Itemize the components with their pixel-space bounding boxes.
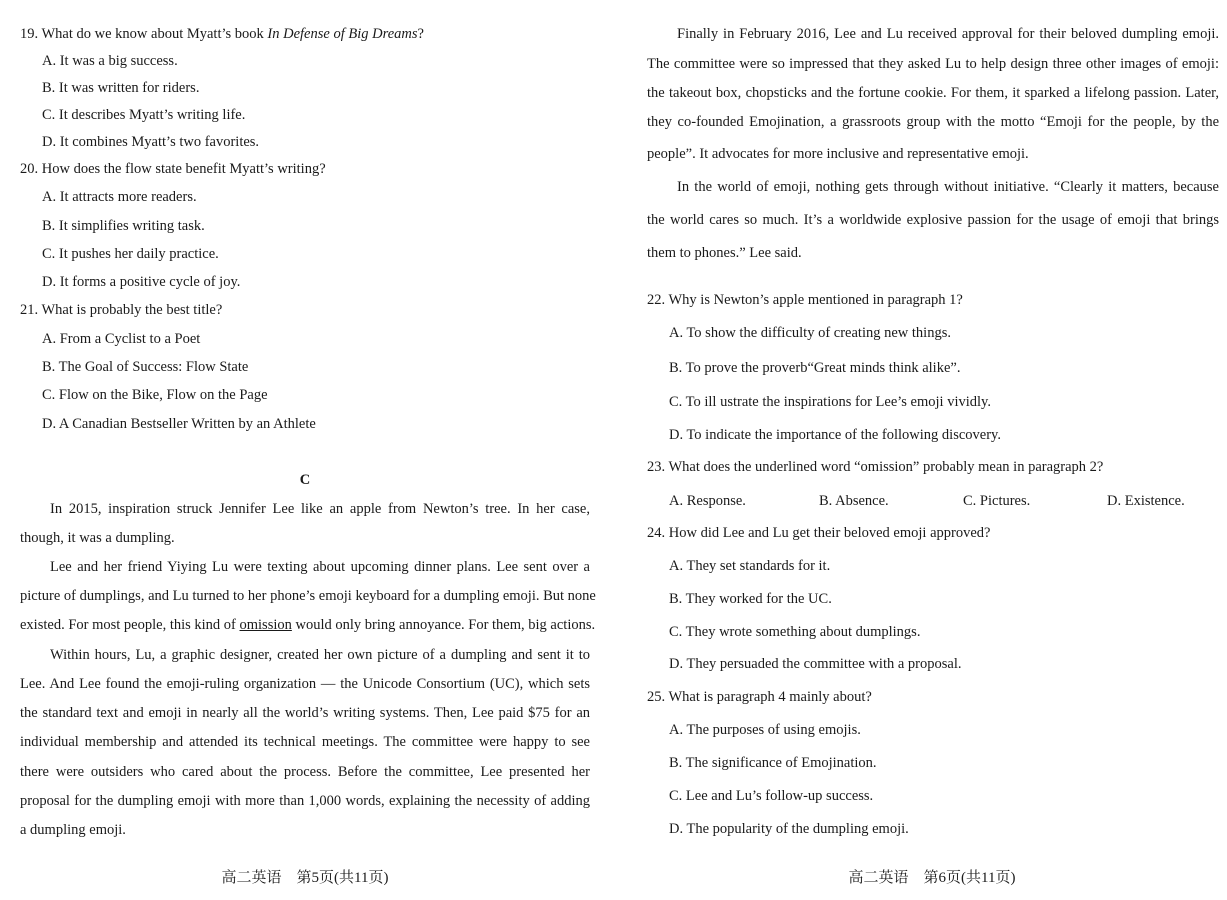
- q21-option-b[interactable]: B. The Goal of Success: Flow State: [42, 359, 249, 375]
- passage-line: Within hours, Lu, a graphic designer, created her own picture of a dumpling and sent it to: [50, 647, 590, 663]
- q25-option-a[interactable]: A. The purposes of using emojis.: [669, 722, 861, 738]
- q21-option-c[interactable]: C. Flow on the Bike, Flow on the Page: [42, 387, 268, 403]
- q25-option-d[interactable]: D. The popularity of the dumpling emoji.: [669, 821, 909, 837]
- passage-line: Finally in February 2016, Lee and Lu received approval for their beloved dumpling emoji.: [677, 26, 1219, 42]
- book-title: In Defense of Big Dreams: [267, 26, 418, 42]
- passage-line: individual membership and attended its technical meetings. The committee were happy to see: [20, 734, 590, 750]
- q19-stem: 19. What do we know about Myatt’s book In Defense of Big Dreams?: [20, 26, 424, 42]
- q23-option-d[interactable]: D. Existence.: [1107, 493, 1185, 509]
- q22-option-b[interactable]: B. To prove the proverb“Great minds think alike”.: [669, 360, 961, 376]
- q21-stem: 21. What is probably the best title?: [20, 302, 223, 318]
- q20-option-c[interactable]: C. It pushes her daily practice.: [42, 246, 219, 262]
- q20-option-a[interactable]: A. It attracts more readers.: [42, 189, 197, 205]
- q24-stem: 24. How did Lee and Lu get their beloved emoji approved?: [647, 525, 991, 541]
- passage-line: though, it was a dumpling.: [20, 530, 175, 546]
- q25-option-b[interactable]: B. The significance of Emojination.: [669, 755, 877, 771]
- q24-option-b[interactable]: B. They worked for the UC.: [669, 591, 832, 607]
- q21-option-a[interactable]: A. From a Cyclist to a Poet: [42, 331, 201, 347]
- q22-option-d[interactable]: D. To indicate the importance of the following discovery.: [669, 427, 1001, 443]
- q20-option-b[interactable]: B. It simplifies writing task.: [42, 218, 205, 234]
- passage-line: them to phones.” Lee said.: [647, 245, 802, 261]
- page-footer: 高二英语 第6页(共11页): [848, 870, 1016, 886]
- q23-option-b[interactable]: B. Absence.: [819, 493, 889, 509]
- q23-option-a[interactable]: A. Response.: [669, 493, 746, 509]
- q19-option-d[interactable]: D. It combines Myatt’s two favorites.: [42, 134, 260, 150]
- passage-line: The committee were so impressed that they asked Lu to help design three other images of emoji:: [647, 56, 1219, 72]
- q19-option-a[interactable]: A. It was a big success.: [42, 53, 178, 69]
- passage-line: the standard text and emoji in nearly all the world’s writing systems. Then, Lee paid $75 for an: [20, 705, 590, 721]
- q19-option-b[interactable]: B. It was written for riders.: [42, 80, 200, 96]
- passage-line: existed. For most people, this kind of omission would only bring annoyance. For them, big actions.: [20, 617, 596, 633]
- q23-option-c[interactable]: C. Pictures.: [963, 493, 1031, 509]
- passage-line: Lee. And Lee found the emoji-ruling organization — the Unicode Consortium (UC), which sets: [20, 676, 590, 692]
- q23-stem: 23. What does the underlined word “omission” probably mean in paragraph 2?: [647, 459, 1104, 475]
- q22-option-a[interactable]: A. To show the difficulty of creating new things.: [669, 325, 951, 341]
- passage-line: a dumpling emoji.: [20, 822, 126, 838]
- passage-line: In the world of emoji, nothing gets through without initiative. “Clearly it matters, because: [677, 179, 1219, 195]
- q24-option-d[interactable]: D. They persuaded the committee with a proposal.: [669, 656, 962, 672]
- q19-option-c[interactable]: C. It describes Myatt’s writing life.: [42, 107, 246, 123]
- passage-line: the takeout box, chopsticks and the fortune cookie. For them, it sparked a lifelong passion. Later,: [647, 85, 1219, 101]
- section-title: C: [299, 472, 311, 488]
- passage-line: picture of dumplings, and Lu turned to her phone’s emoji keyboard for a dumpling emoji. But none: [20, 588, 596, 604]
- q20-option-d[interactable]: D. It forms a positive cycle of joy.: [42, 274, 241, 290]
- q25-stem: 25. What is paragraph 4 mainly about?: [647, 689, 872, 705]
- q20-stem: 20. How does the flow state benefit Myatt’s writing?: [20, 161, 326, 177]
- passage-line: Lee and her friend Yiying Lu were texting about upcoming dinner plans. Lee sent over a: [50, 559, 590, 575]
- q22-stem: 22. Why is Newton’s apple mentioned in paragraph 1?: [647, 292, 963, 308]
- q21-option-d[interactable]: D. A Canadian Bestseller Written by an Athlete: [42, 416, 316, 432]
- passage-line: they co-founded Emojination, a grassroots group with the motto “Emoji for the people, by the: [647, 114, 1219, 130]
- passage-line: In 2015, inspiration struck Jennifer Lee like an apple from Newton’s tree. In her case,: [50, 501, 590, 517]
- passage-line: there were outsiders who cared about the process. Before the committee, Lee presented her: [20, 764, 590, 780]
- q24-option-c[interactable]: C. They wrote something about dumplings.: [669, 624, 921, 640]
- q22-option-c[interactable]: C. To ill ustrate the inspirations for Lee’s emoji vividly.: [669, 394, 991, 410]
- underlined-word: omission: [239, 617, 292, 633]
- page-footer: 高二英语 第5页(共11页): [221, 870, 389, 886]
- passage-line: proposal for the dumpling emoji with more than 1,000 words, explaining the necessity of adding: [20, 793, 590, 809]
- passage-line: people”. It advocates for more inclusive and representative emoji.: [647, 146, 1029, 162]
- q24-option-a[interactable]: A. They set standards for it.: [669, 558, 831, 574]
- passage-line: the world cares so much. It’s a worldwide explosive passion for the usage of emoji that brings: [647, 212, 1219, 228]
- q25-option-c[interactable]: C. Lee and Lu’s follow-up success.: [669, 788, 874, 804]
